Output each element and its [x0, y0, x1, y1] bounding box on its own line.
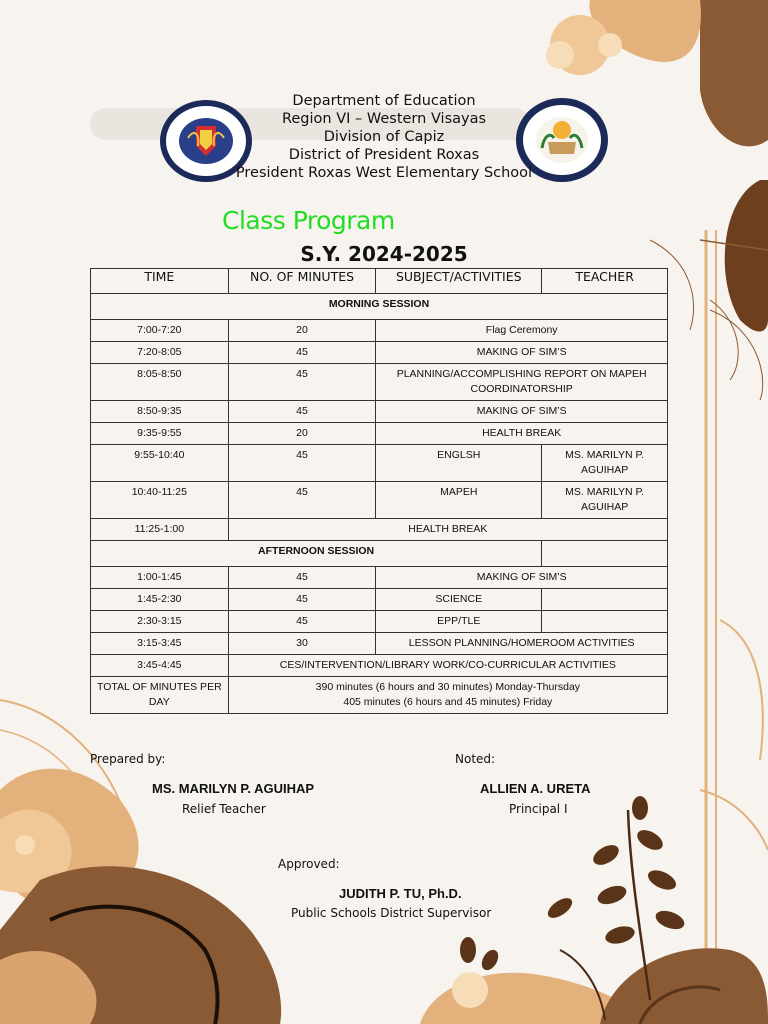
- cell-time: 11:25-1:00: [91, 519, 229, 541]
- cell-minutes: 45: [228, 567, 376, 589]
- noted-name: ALLIEN A. URETA: [480, 781, 591, 796]
- table-header-row: [91, 269, 668, 294]
- cell-time: 1:00-1:45: [91, 567, 229, 589]
- session-row-morning: [91, 294, 668, 320]
- cell-teacher: MS. MARILYN P. AGUIHAP: [542, 445, 668, 482]
- table-row: [91, 423, 668, 445]
- cell-minutes: 45: [228, 589, 376, 611]
- cell-subject: EPP/TLE: [376, 611, 542, 633]
- cell-subject: HEALTH BREAK: [376, 423, 668, 445]
- noted-position: Principal I: [509, 802, 568, 816]
- afternoon-session-label: AFTERNOON SESSION: [91, 541, 542, 567]
- cell-time: 7:00-7:20: [91, 320, 229, 342]
- header-line-region: Region VI – Western Visayas: [281, 111, 487, 127]
- cell-subject: MAKING OF SIM’S: [376, 567, 668, 589]
- table-row: [91, 655, 668, 677]
- header-line-deped: Department of Education: [292, 93, 476, 109]
- cell-subject: HEALTH BREAK: [228, 519, 667, 541]
- approved-name: JUDITH P. TU, Ph.D.: [339, 886, 462, 901]
- table-row: [91, 364, 668, 401]
- class-program-table: [90, 268, 668, 714]
- approved-position: Public Schools District Supervisor: [291, 906, 492, 920]
- morning-session-label: MORNING SESSION: [91, 294, 668, 320]
- cell-minutes: 45: [228, 482, 376, 519]
- cell-subject: MAKING OF SIM’S: [376, 342, 668, 364]
- header-minutes: NO. OF MINUTES: [228, 269, 376, 294]
- cell-subject: PLANNING/ACCOMPLISHING REPORT ON MAPEH COORDINATORSHIP: [376, 364, 668, 401]
- letterhead: [0, 92, 768, 182]
- table-row: [91, 445, 668, 482]
- cell-subject: MAKING OF SIM’S: [376, 401, 668, 423]
- cell-teacher-empty: [542, 541, 668, 567]
- cell-minutes: 45: [228, 445, 376, 482]
- cell-subject: ENGLSH: [376, 445, 542, 482]
- session-row-afternoon: [91, 541, 668, 567]
- cell-subject: MAPEH: [376, 482, 542, 519]
- cell-time: 7:20-8:05: [91, 342, 229, 364]
- cell-minutes: 45: [228, 611, 376, 633]
- header-line-district: District of President Roxas: [288, 147, 480, 163]
- table-row: [91, 567, 668, 589]
- total-value: [228, 677, 667, 714]
- cell-time: 2:30-3:15: [91, 611, 229, 633]
- header-subject: SUBJECT/ACTIVITIES: [376, 269, 542, 294]
- table-row: [91, 342, 668, 364]
- header-time: TIME: [91, 269, 229, 294]
- document-title: Class Program: [222, 206, 395, 235]
- total-line-friday: 405 minutes (6 hours and 45 minutes) Friday: [343, 696, 553, 708]
- cell-time: 9:35-9:55: [91, 423, 229, 445]
- noted-label: Noted:: [455, 752, 496, 766]
- cell-minutes: 30: [228, 633, 376, 655]
- cell-time: 1:45-2:30: [91, 589, 229, 611]
- table-row: [91, 611, 668, 633]
- cell-subject: SCIENCE: [376, 589, 542, 611]
- cell-minutes: 20: [228, 423, 376, 445]
- cell-teacher-empty: [542, 589, 668, 611]
- cell-time: 3:15-3:45: [91, 633, 229, 655]
- cell-subject: Flag Ceremony: [376, 320, 668, 342]
- cell-teacher: MS. MARILYN P. AGUIHAP: [542, 482, 668, 519]
- approved-label: Approved:: [278, 857, 340, 871]
- table-row: [91, 589, 668, 611]
- header-line-division: Division of Capiz: [323, 129, 445, 145]
- cell-minutes: 45: [228, 401, 376, 423]
- cell-time: 3:45-4:45: [91, 655, 229, 677]
- table-row: [91, 482, 668, 519]
- table-row: [91, 633, 668, 655]
- table-row: [91, 320, 668, 342]
- total-label: TOTAL OF MINUTES PER DAY: [91, 677, 229, 714]
- cell-teacher-empty: [542, 611, 668, 633]
- table-row: [91, 519, 668, 541]
- school-year: S.Y. 2024-2025: [300, 242, 468, 266]
- prepared-by-name: MS. MARILYN P. AGUIHAP: [152, 781, 315, 796]
- table-row-total: [91, 677, 668, 714]
- cell-time: 10:40-11:25: [91, 482, 229, 519]
- prepared-by-position: Relief Teacher: [182, 802, 266, 816]
- cell-subject: LESSON PLANNING/HOMEROOM ACTIVITIES: [376, 633, 668, 655]
- header-teacher: TEACHER: [542, 269, 668, 294]
- total-line-weekdays: 390 minutes (6 hours and 30 minutes) Monday-Thursday: [315, 681, 581, 693]
- prepared-by-label: Prepared by:: [90, 752, 166, 766]
- cell-minutes: 45: [228, 364, 376, 401]
- cell-time: 8:05-8:50: [91, 364, 229, 401]
- table-row: [91, 401, 668, 423]
- cell-minutes: 20: [228, 320, 376, 342]
- cell-subject: CES/INTERVENTION/LIBRARY WORK/CO-CURRICULAR ACTIVITIES: [228, 655, 667, 677]
- cell-time: 8:50-9:35: [91, 401, 229, 423]
- cell-time: 9:55-10:40: [91, 445, 229, 482]
- cell-minutes: 45: [228, 342, 376, 364]
- header-line-school: President Roxas West Elementary School: [235, 165, 533, 181]
